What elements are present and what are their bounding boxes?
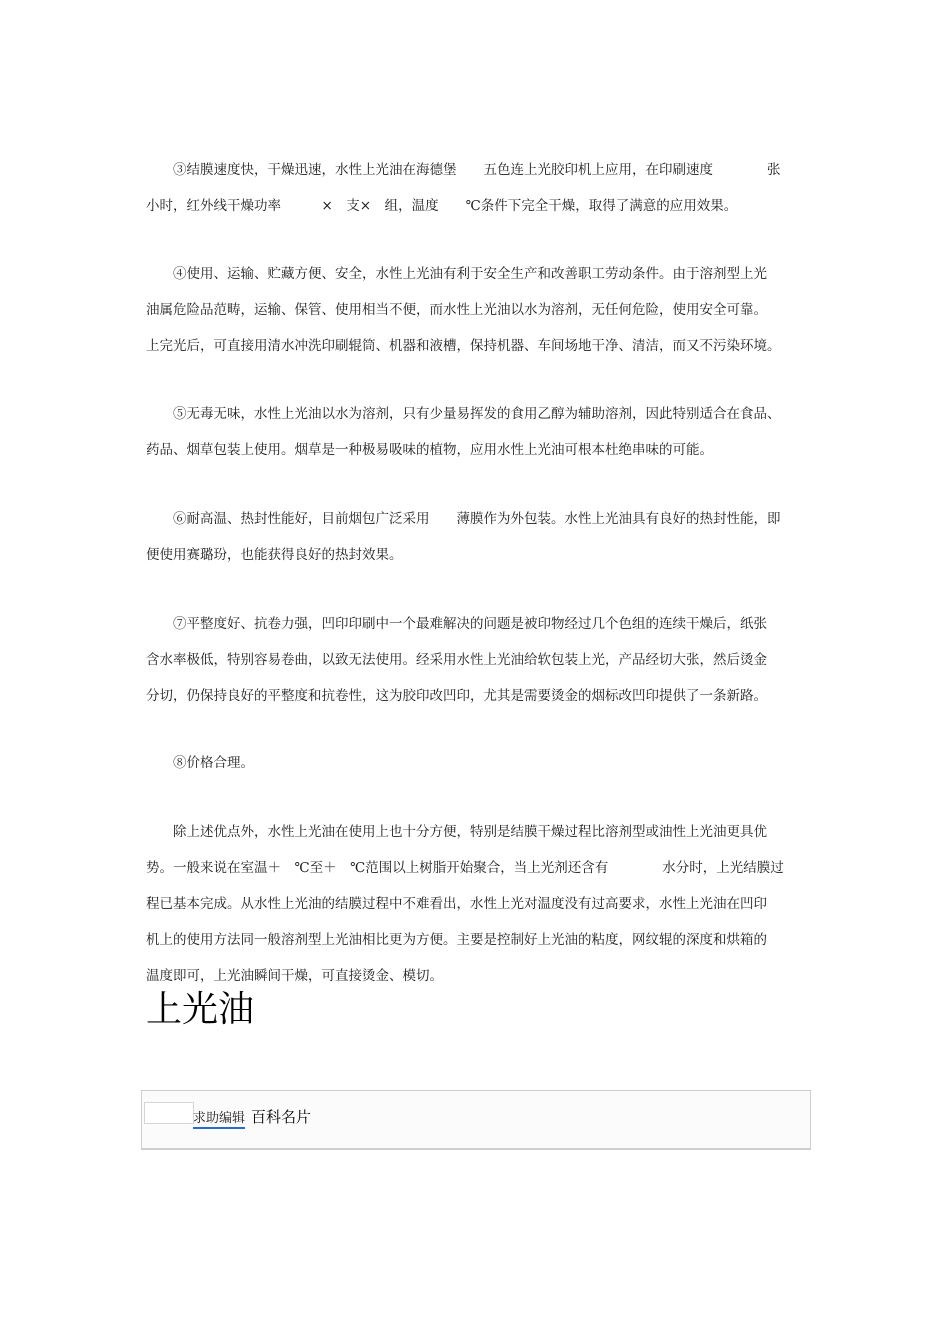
paragraph-7: [146, 606, 810, 714]
paragraph-line: 除上述优点外，水性上光油在使用上也十分方便，特别是结膜干燥过程比溶剂型或油性上光油更具优: [173, 824, 767, 840]
paragraph-line: ④使用、运输、贮藏方便、安全，水性上光油有利于安全生产和改善职工劳动条件。由于溶剂型上光: [173, 266, 767, 282]
paragraph-line: ⑤无毒无味，水性上光油以水为溶剂，只有少量易挥发的食用乙醇为辅助溶剂，因此特别适合在食品、: [173, 406, 781, 422]
paragraph-9: [146, 814, 810, 994]
paragraph-line: ③结膜速度快，干燥迅速，水性上光油在海德堡 五色连上光胶印机上应用，在印刷速度 张: [173, 162, 781, 178]
paragraph-3: [146, 152, 810, 224]
paragraph-line: 上完光后，可直接用清水冲洗印刷辊筒、机器和液槽，保持机器、车间场地干净、清洁，而又不污染环境。: [146, 338, 781, 354]
paragraph-line: 温度即可，上光油瞬间干燥，可直接烫金、模切。: [146, 968, 443, 984]
paragraph-line: 含水率极低，特别容易卷曲，以致无法使用。经采用水性上光油给软包装上光，产品经切大张，然后烫金: [146, 652, 767, 668]
paragraph-6: [146, 501, 810, 573]
paragraph-8: [146, 745, 810, 781]
paragraph-line: ⑧价格合理。: [173, 755, 254, 771]
paragraph-line: 分切，仍保持良好的平整度和抗卷性，这为胶印改凹印，尤其是需要烫金的烟标改凹印提供了一条新路。: [146, 688, 767, 704]
paragraph-line: 势。一般来说在室温＋ ℃至＋ ℃范围以上树脂开始聚合，当上光剂还含有 水分时，上光结膜过: [146, 860, 784, 876]
paragraph-line: ⑦平整度好、抗卷力强，凹印印刷中一个最难解决的问题是被印物经过几个色组的连续干燥后，纸张: [173, 616, 767, 632]
paragraph-line: 药品、烟草包装上使用。烟草是一种极易吸味的植物，应用水性上光油可根本杜绝串味的可能。: [146, 442, 713, 458]
paragraph-line: 便使用赛璐玢，也能获得良好的热封效果。: [146, 547, 403, 563]
encyclopedia-card: [141, 1090, 811, 1150]
paragraph-line: 程已基本完成。从水性上光油的结膜过程中不难看出，水性上光对温度没有过高要求，水性上光油在凹印: [146, 896, 767, 912]
card-label: 百科名片: [251, 1108, 312, 1126]
article-title: 上光油: [146, 989, 255, 1030]
paragraph-line: 小时，红外线干燥功率 × 支× 组，温度 ℃条件下完全干燥，取得了满意的应用效果。: [146, 198, 738, 214]
paragraph-line: 机上的使用方法同一般溶剂型上光油相比更为方便。主要是控制好上光油的粘度，网纹辊的深度和烘箱的: [146, 932, 767, 948]
help-edit-link[interactable]: 求助编辑: [193, 1111, 245, 1129]
paragraph-4: [146, 256, 810, 364]
paragraph-5: [146, 396, 810, 468]
paragraph-line: ⑥耐高温、热封性能好，目前烟包广泛采用 薄膜作为外包装。水性上光油具有良好的热封性能，即: [173, 511, 781, 527]
paragraph-line: 油属危险品范畴，运输、保管、使用相当不便，而水性上光油以水为溶剂，无任何危险，使用安全可靠。: [146, 302, 767, 318]
card-image-placeholder: [144, 1102, 194, 1124]
